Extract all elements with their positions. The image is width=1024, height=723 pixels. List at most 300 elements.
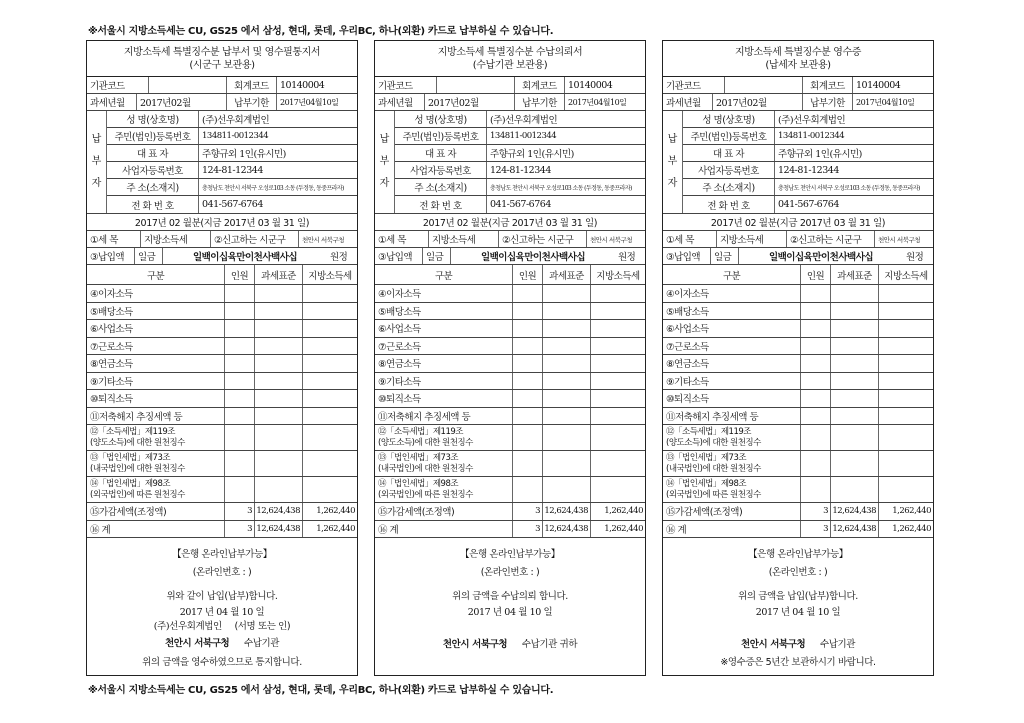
amount-suffix: 원정 — [618, 252, 636, 263]
panel-title-sub: (납세자 보관용) — [765, 60, 831, 71]
table-row — [375, 355, 645, 373]
row-label: ⑩퇴직소득 — [663, 390, 801, 407]
agency-code-value — [725, 77, 803, 93]
row-label — [663, 477, 801, 502]
payer-char: 부 — [91, 156, 102, 167]
account-code-label: 회계코드 — [227, 77, 277, 93]
agency-code-value — [149, 77, 227, 93]
row-tax — [303, 338, 357, 355]
row-count — [801, 425, 831, 450]
table-row — [375, 373, 645, 391]
row-tax — [591, 451, 645, 476]
footer-signer-name: (주)선우회계법인 — [153, 621, 222, 632]
period-due-row — [375, 94, 645, 111]
row-count — [513, 320, 543, 337]
payer-char: 납 — [91, 134, 102, 145]
period-line: 2017년 02 월분(지금 2017년 03 월 31 일) — [663, 214, 933, 231]
table-row — [87, 451, 357, 477]
payer-char: 부 — [667, 156, 678, 167]
due-label: 납부기한 — [227, 94, 277, 110]
row-base — [255, 451, 303, 476]
addr-label: 주 소(소재지) — [107, 179, 199, 195]
rep-label: 대 표 자 — [683, 145, 775, 161]
row-label: ⑧연금소득 — [87, 355, 225, 372]
footer-date: 2017 년 04 월 10 일 — [179, 607, 265, 618]
table-header — [375, 265, 645, 285]
table-row — [87, 477, 357, 503]
online-number: (온라인번호 : ) — [480, 567, 540, 578]
panel-title — [375, 41, 645, 77]
footer-signer-note: (서명 또는 인) — [234, 621, 291, 632]
row-count: 3 — [513, 521, 543, 538]
col-header: 지방소득세 — [308, 270, 352, 282]
row-tax: 1,262,440 — [604, 523, 643, 534]
row-label: ⑦근로소득 — [663, 338, 801, 355]
tax-period-value: 2017년02월 — [137, 94, 227, 110]
biz-label: 사업자등록번호 — [107, 162, 199, 178]
item-value: 지방소득세 — [717, 231, 787, 247]
footer-receipt-note: 위의 금액을 영수하였으므로 통지합니다. — [142, 657, 302, 668]
row-tax — [879, 338, 933, 355]
account-code-label: 회계코드 — [803, 77, 853, 93]
online-pay-note: 【은행 온라인납부가능】 — [748, 549, 848, 560]
row-tax: 1,262,440 — [316, 506, 355, 517]
row-label: ⑪저축해지 추징세액 등 — [87, 408, 225, 425]
amount-label: ③납입액 — [663, 248, 711, 264]
row-count: 3 — [225, 521, 255, 538]
row-label-line: (외국법인)에 따른 원천징수 — [90, 489, 185, 500]
row-base — [543, 373, 591, 390]
table-row — [87, 355, 357, 373]
row-label: ⑮가감세액(조정액) — [375, 503, 513, 520]
tax-form-panel-3 — [662, 40, 934, 676]
income-rows — [375, 285, 645, 538]
row-tax — [879, 425, 933, 450]
row-base — [543, 390, 591, 407]
row-label-line: ⑬「법인세법」제73조 — [666, 452, 747, 463]
col-header: 구분 — [375, 265, 513, 284]
amount-row — [375, 248, 645, 265]
row-label: ⑩퇴직소득 — [375, 390, 513, 407]
table-header — [663, 265, 933, 285]
row-label — [87, 451, 225, 476]
code-row — [375, 77, 645, 94]
table-row — [375, 390, 645, 408]
footer-statement: 위의 금액을 납입(납부)합니다. — [738, 591, 858, 602]
agency-code-label: 기관코드 — [375, 77, 437, 93]
name-value: (주)선우회계법인 — [778, 115, 846, 126]
panel-footer — [87, 538, 357, 668]
footer-office-name: 천안시 서북구청 — [442, 639, 508, 650]
row-base — [831, 373, 879, 390]
total-row — [87, 521, 357, 539]
row-label: ④이자소득 — [375, 285, 513, 302]
row-label: ⑯ 계 — [87, 521, 225, 538]
row-base — [831, 408, 879, 425]
table-row — [663, 373, 933, 391]
table-row — [663, 451, 933, 477]
row-label-line: (외국법인)에 따른 원천징수 — [378, 489, 473, 500]
row-base — [543, 303, 591, 320]
row-count — [225, 373, 255, 390]
row-label: ⑤배당소득 — [375, 303, 513, 320]
row-count — [513, 373, 543, 390]
row-label: ⑧연금소득 — [663, 355, 801, 372]
rep-label: 대 표 자 — [395, 145, 487, 161]
account-code-value: 10140004 — [280, 79, 325, 91]
row-base — [543, 477, 591, 502]
tel-value: 041-567-6764 — [778, 199, 839, 210]
amount-value: 일백이십육만이천사백사십 — [768, 252, 874, 263]
row-count: 3 — [801, 503, 831, 520]
notice-top: ※서울시 지방소득세는 CU, GS25 에서 삼성, 현대, 롯데, 우리BC, 하나(외환) 카드로 납부하실 수 있습니다. — [88, 26, 554, 37]
rep-value: 주향규외 1인(유시민) — [490, 149, 574, 160]
row-base — [831, 425, 879, 450]
table-row — [87, 320, 357, 338]
row-base — [543, 425, 591, 450]
row-base — [831, 477, 879, 502]
table-row — [375, 425, 645, 451]
reg-label: 주민(법인)등록번호 — [107, 128, 199, 144]
row-label-line: ⑬「법인세법」제73조 — [90, 452, 171, 463]
col-header: 구분 — [663, 265, 801, 284]
table-row — [663, 408, 933, 426]
online-pay-note: 【은행 온라인납부가능】 — [460, 549, 560, 560]
row-base — [255, 373, 303, 390]
panel-title-main: 지방소득세 특별징수분 납부서 및 영수필통지서 — [123, 47, 321, 58]
footer-date: 2017 년 04 월 10 일 — [467, 607, 553, 618]
row-base — [255, 303, 303, 320]
row-label-line: (양도소득)에 대한 원천징수 — [378, 437, 473, 448]
row-label — [663, 425, 801, 450]
row-base — [831, 451, 879, 476]
row-tax — [591, 355, 645, 372]
row-tax — [591, 373, 645, 390]
footer-office-role: 수납기관 — [819, 639, 856, 650]
row-base — [543, 451, 591, 476]
row-tax — [591, 303, 645, 320]
code-row — [663, 77, 933, 94]
row-base — [543, 338, 591, 355]
row-count — [513, 425, 543, 450]
footer-office — [375, 636, 645, 650]
row-tax — [591, 320, 645, 337]
row-label-line: (외국법인)에 따른 원천징수 — [666, 489, 761, 500]
row-base: 12,624,438 — [831, 521, 879, 538]
table-row — [663, 303, 933, 321]
col-header: 과세표준 — [543, 265, 591, 284]
payer-side-label — [375, 111, 395, 213]
col-header: 과세표준 — [255, 265, 303, 284]
row-tax — [591, 425, 645, 450]
office-value: 천안시 서북구청 — [590, 235, 633, 244]
col-header: 지방소득세 — [596, 270, 640, 282]
row-label: ⑮가감세액(조정액) — [663, 503, 801, 520]
period-due-row — [87, 94, 357, 111]
table-row — [375, 285, 645, 303]
row-label: ⑤배당소득 — [663, 303, 801, 320]
amount-value: 일백이십육만이천사백사십 — [192, 252, 298, 263]
account-code-value: 10140004 — [856, 79, 901, 91]
period-line: 2017년 02 월분(지금 2017년 03 월 31 일) — [87, 214, 357, 231]
reg-value: 134811-0012344 — [778, 131, 845, 141]
row-base: 12,624,438 — [543, 503, 591, 520]
row-label-line: (양도소득)에 대한 원천징수 — [90, 437, 185, 448]
due-value: 2017년04월10일 — [856, 97, 915, 107]
office-value: 천안시 서북구청 — [878, 235, 921, 244]
table-row — [87, 285, 357, 303]
row-count — [513, 355, 543, 372]
row-label-line: ⑬「법인세법」제73조 — [378, 452, 459, 463]
row-tax — [879, 303, 933, 320]
payer-side-label — [663, 111, 683, 213]
due-label: 납부기한 — [803, 94, 853, 110]
row-base — [831, 320, 879, 337]
income-rows — [87, 285, 357, 538]
row-count: 3 — [225, 503, 255, 520]
row-count — [801, 303, 831, 320]
office-label: ②신고하는 시군구 — [787, 231, 875, 247]
row-base — [543, 285, 591, 302]
adjustment-row — [375, 503, 645, 521]
row-base — [543, 355, 591, 372]
row-label: ⑨기타소득 — [375, 373, 513, 390]
name-label: 성 명(상호명) — [395, 111, 487, 127]
row-count — [801, 355, 831, 372]
col-header: 구분 — [87, 265, 225, 284]
office-value: 천안시 서북구청 — [302, 235, 345, 244]
row-count — [801, 338, 831, 355]
row-count — [225, 303, 255, 320]
online-number: (온라인번호 : ) — [192, 567, 252, 578]
biz-label: 사업자등록번호 — [683, 162, 775, 178]
row-count — [801, 477, 831, 502]
row-label-line: ⑫「소득세법」제119조 — [378, 426, 463, 437]
amount-row — [87, 248, 357, 265]
tax-form-panel-1 — [86, 40, 358, 676]
table-row — [663, 477, 933, 503]
row-count — [225, 477, 255, 502]
table-row — [663, 355, 933, 373]
due-label: 납부기한 — [515, 94, 565, 110]
row-label: ⑪저축해지 추징세액 등 — [663, 408, 801, 425]
table-row — [375, 451, 645, 477]
row-base — [831, 303, 879, 320]
code-row — [87, 77, 357, 94]
payer-char: 자 — [667, 178, 678, 189]
row-tax — [591, 285, 645, 302]
row-tax — [303, 425, 357, 450]
row-count — [513, 451, 543, 476]
biz-value: 124-81-12344 — [490, 164, 551, 176]
panel-footer — [375, 538, 645, 656]
item-row — [663, 231, 933, 248]
row-count — [225, 390, 255, 407]
name-label: 성 명(상호명) — [107, 111, 199, 127]
row-base — [831, 285, 879, 302]
row-tax: 1,262,440 — [316, 523, 355, 534]
row-label-line: ⑫「소득세법」제119조 — [90, 426, 175, 437]
table-row — [663, 285, 933, 303]
footer-date: 2017 년 04 월 10 일 — [755, 607, 841, 618]
row-base — [255, 338, 303, 355]
amount-label: ③납입액 — [87, 248, 135, 264]
footer-office-role: 수납기관 — [243, 638, 280, 649]
col-header: 인원 — [801, 265, 831, 284]
row-label: ⑤배당소득 — [87, 303, 225, 320]
online-pay-note: 【은행 온라인납부가능】 — [172, 549, 272, 560]
rep-value: 주향규외 1인(유시민) — [202, 149, 286, 160]
tax-period-label: 과세년월 — [87, 94, 137, 110]
row-label: ⑮가감세액(조정액) — [87, 503, 225, 520]
rep-label: 대 표 자 — [107, 145, 199, 161]
notice-bottom: ※서울시 지방소득세는 CU, GS25 에서 삼성, 현대, 롯데, 우리BC, 하나(외환) 카드로 납부하실 수 있습니다. — [88, 685, 554, 696]
row-count — [513, 408, 543, 425]
tax-form-panel-2 — [374, 40, 646, 676]
row-count — [225, 285, 255, 302]
footer-office — [87, 635, 357, 649]
col-header: 과세표준 — [831, 265, 879, 284]
row-label: ⑪저축해지 추징세액 등 — [375, 408, 513, 425]
row-count — [225, 425, 255, 450]
name-value: (주)선우회계법인 — [202, 115, 270, 126]
col-header: 인원 — [513, 265, 543, 284]
row-count — [513, 303, 543, 320]
row-base — [543, 320, 591, 337]
row-base — [255, 355, 303, 372]
period-due-row — [663, 94, 933, 111]
panel-title-main: 지방소득세 특별징수분 수납의뢰서 — [437, 47, 583, 58]
panel-title-main: 지방소득세 특별징수분 영수증 — [735, 47, 861, 58]
amount-suffix: 원정 — [330, 252, 348, 263]
agency-code-value — [437, 77, 515, 93]
row-count — [801, 390, 831, 407]
amount-row — [663, 248, 933, 265]
row-label: ⑩퇴직소득 — [87, 390, 225, 407]
adjustment-row — [663, 503, 933, 521]
row-label — [375, 477, 513, 502]
item-label: ①세 목 — [663, 231, 717, 247]
row-label: ⑦근로소득 — [375, 338, 513, 355]
item-row — [375, 231, 645, 248]
footer-office-name: 천안시 서북구청 — [740, 639, 806, 650]
row-count — [801, 285, 831, 302]
row-count — [801, 373, 831, 390]
row-tax — [303, 303, 357, 320]
row-base: 12,624,438 — [831, 503, 879, 520]
row-label — [87, 425, 225, 450]
amount-prefix: 일금 — [711, 248, 739, 264]
row-base — [255, 408, 303, 425]
row-tax — [591, 390, 645, 407]
row-tax — [303, 408, 357, 425]
online-number: (온라인번호 : ) — [768, 567, 828, 578]
tax-period-label: 과세년월 — [375, 94, 425, 110]
row-label: ④이자소득 — [663, 285, 801, 302]
row-count — [225, 355, 255, 372]
row-tax: 1,262,440 — [604, 506, 643, 517]
row-label: ⑥사업소득 — [375, 320, 513, 337]
addr-value: 충청남도 천안시 서북구 오성로103 소동 (두정동, 동중프라자) — [490, 184, 632, 192]
payer-char: 자 — [379, 178, 390, 189]
panel-title — [663, 41, 933, 77]
table-row — [663, 320, 933, 338]
row-label-line: ⑭「법인세법」제98조 — [666, 478, 747, 489]
footer-office — [663, 636, 933, 650]
item-value: 지방소득세 — [429, 231, 499, 247]
biz-label: 사업자등록번호 — [395, 162, 487, 178]
total-row — [663, 521, 933, 539]
row-label — [375, 425, 513, 450]
table-header — [87, 265, 357, 285]
row-base — [255, 285, 303, 302]
row-base — [255, 477, 303, 502]
addr-label: 주 소(소재지) — [395, 179, 487, 195]
row-count — [225, 320, 255, 337]
payer-block — [663, 111, 933, 214]
addr-value: 충청남도 천안시 서북구 오성로103 소동 (두정동, 동중프라자) — [202, 184, 344, 192]
row-count — [225, 451, 255, 476]
panel-title-sub: (수납기관 보관용) — [472, 60, 548, 71]
row-label: ⑥사업소득 — [663, 320, 801, 337]
row-label: ⑯ 계 — [663, 521, 801, 538]
payer-char: 자 — [91, 178, 102, 189]
row-count — [225, 338, 255, 355]
footer-office-role: 수납기관 귀하 — [521, 639, 578, 650]
row-label-line: (내국법인)에 대한 원천징수 — [90, 463, 185, 474]
table-row — [375, 408, 645, 426]
row-tax — [303, 477, 357, 502]
reg-label: 주민(법인)등록번호 — [683, 128, 775, 144]
office-label: ②신고하는 시군구 — [211, 231, 299, 247]
tel-value: 041-567-6764 — [202, 199, 263, 210]
payer-block — [87, 111, 357, 214]
biz-value: 124-81-12344 — [778, 164, 839, 176]
amount-label: ③납입액 — [375, 248, 423, 264]
name-value: (주)선우회계법인 — [490, 115, 558, 126]
row-tax — [879, 451, 933, 476]
rep-value: 주향규외 1인(유시민) — [778, 149, 862, 160]
office-label: ②신고하는 시군구 — [499, 231, 587, 247]
row-tax — [303, 390, 357, 407]
panel-footer — [663, 538, 933, 668]
row-tax — [879, 373, 933, 390]
row-label-line: (내국법인)에 대한 원천징수 — [378, 463, 473, 474]
row-label-line: ⑭「법인세법」제98조 — [378, 478, 459, 489]
row-tax — [303, 355, 357, 372]
row-tax — [879, 285, 933, 302]
row-label — [375, 451, 513, 476]
row-label: ⑨기타소득 — [87, 373, 225, 390]
name-label: 성 명(상호명) — [683, 111, 775, 127]
item-label: ①세 목 — [87, 231, 141, 247]
row-count — [801, 408, 831, 425]
row-base — [543, 408, 591, 425]
row-label — [663, 451, 801, 476]
footer-statement: 위와 같이 납입(납부)합니다. — [166, 591, 278, 602]
row-count: 3 — [801, 521, 831, 538]
table-row — [663, 338, 933, 356]
table-row — [87, 390, 357, 408]
footer-statement: 위의 금액을 수납의뢰 합니다. — [452, 591, 568, 602]
amount-suffix: 원정 — [906, 252, 924, 263]
amount-prefix: 일금 — [423, 248, 451, 264]
amount-value: 일백이십육만이천사백사십 — [480, 252, 586, 263]
tel-label: 전 화 번 호 — [107, 196, 199, 213]
row-label: ⑦근로소득 — [87, 338, 225, 355]
due-value: 2017년04월10일 — [568, 97, 627, 107]
row-tax — [591, 338, 645, 355]
